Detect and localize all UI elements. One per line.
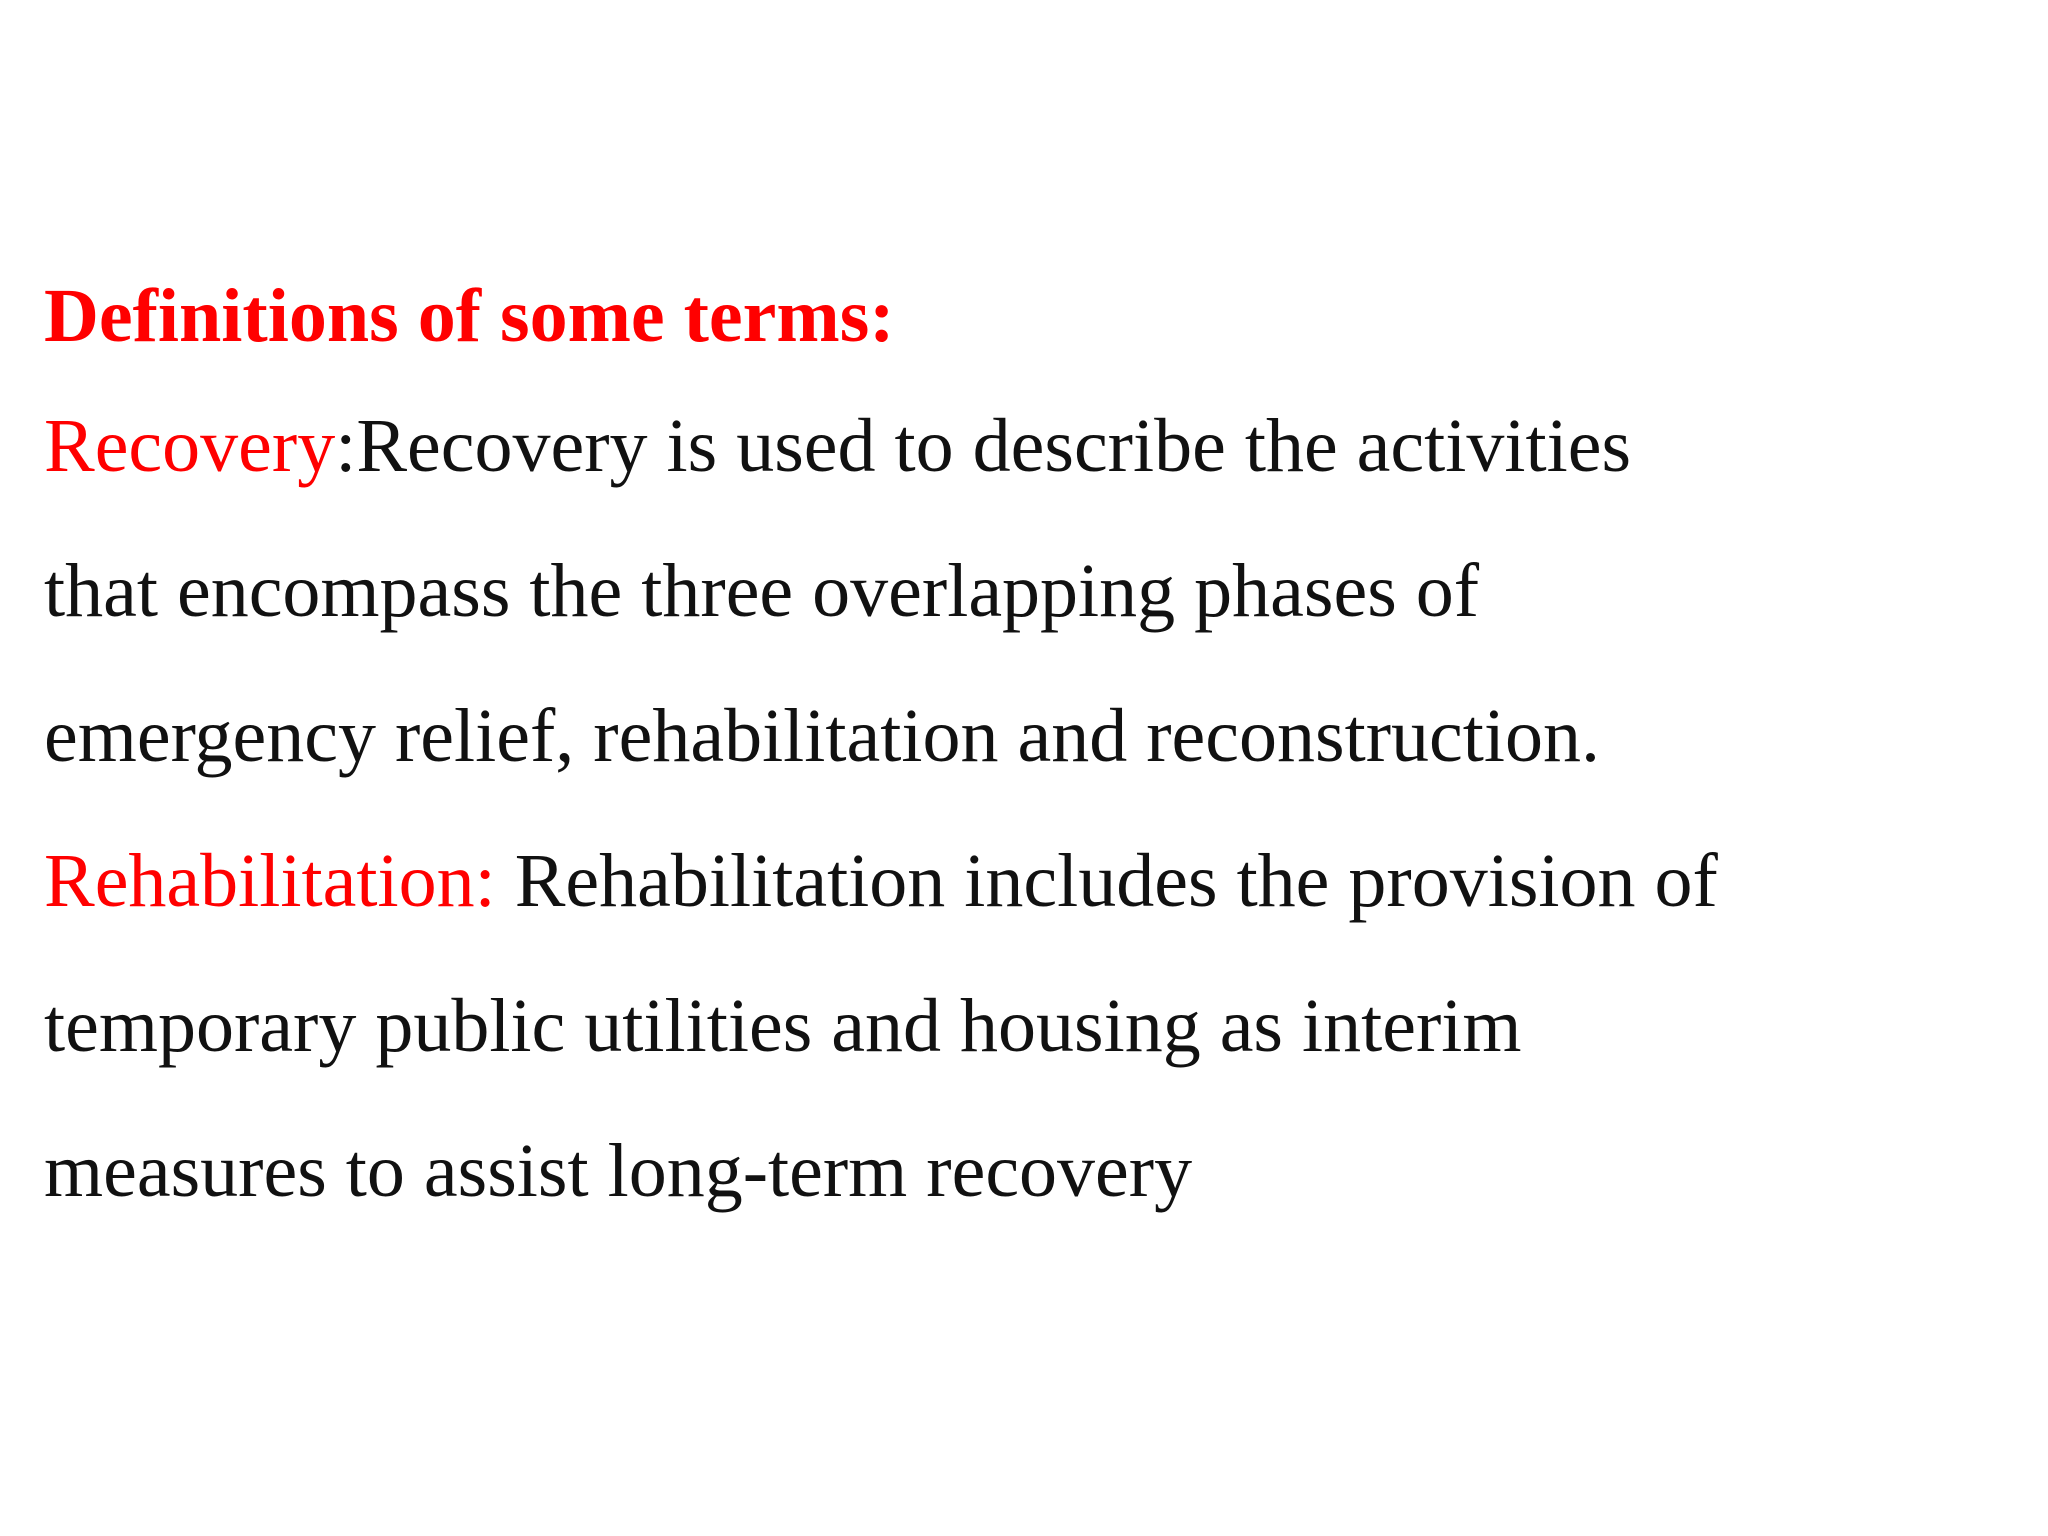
- term-rehabilitation: Rehabilitation: [44, 839, 475, 923]
- definition-rehabilitation-line-2: temporary public utilities and housing as interim: [44, 984, 1522, 1068]
- definition-text: Recovery is used to describe the activities: [356, 404, 1632, 488]
- definition-text: Rehabilitation includes the provision of: [514, 839, 1718, 923]
- term-separator: :: [474, 839, 515, 923]
- slide-heading: Definitions of some terms:: [44, 274, 895, 358]
- definition-recovery-line-3: emergency relief, rehabilitation and reconstruction.: [44, 694, 1600, 778]
- term-recovery: Recovery: [44, 404, 336, 488]
- definition-recovery-line-1: [44, 374, 2024, 519]
- term-separator: :: [335, 404, 357, 488]
- slide-content: [44, 258, 2024, 1244]
- definition-recovery-line-2: that encompass the three overlapping phases of: [44, 549, 1480, 633]
- definition-rehabilitation-line-1: [44, 809, 2024, 954]
- definition-rehabilitation-line-3: measures to assist long-term recovery: [44, 1129, 1193, 1213]
